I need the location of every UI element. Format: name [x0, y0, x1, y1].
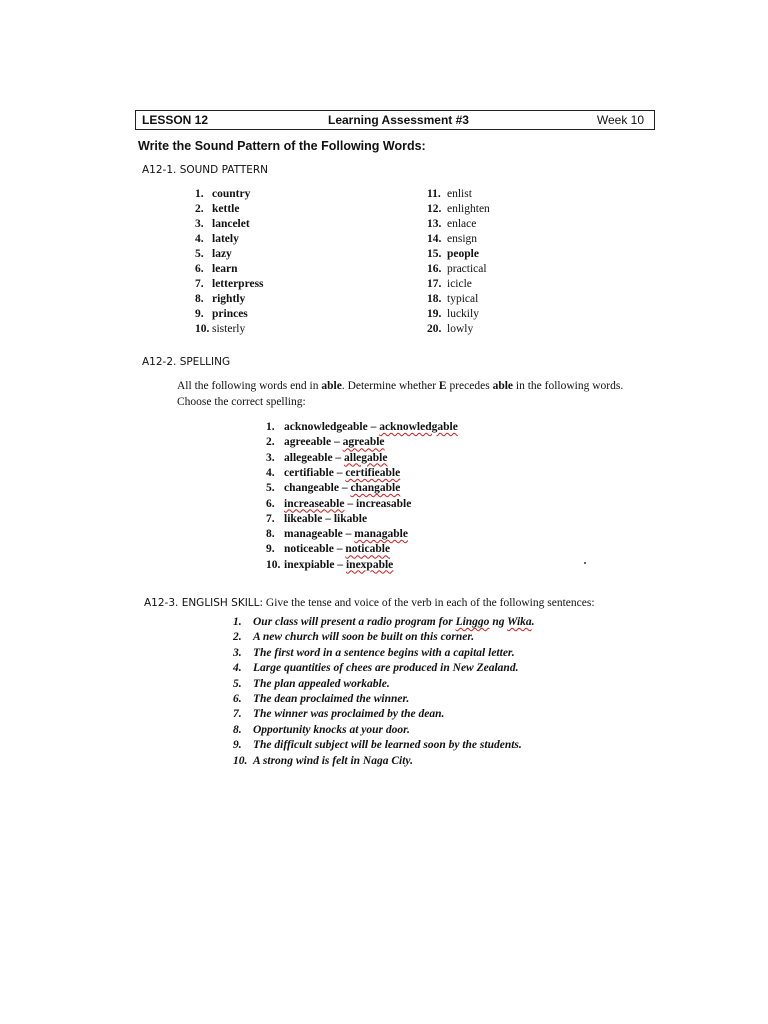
- item-number: 5.: [195, 248, 204, 260]
- item-number: 13.: [427, 218, 442, 230]
- item-number: 9.: [233, 739, 242, 752]
- list-item: [427, 233, 477, 248]
- item-number: 3.: [233, 646, 242, 659]
- option-b: managable: [354, 528, 408, 541]
- lesson-label: LESSON 12: [142, 113, 209, 127]
- option-a: acknowledgeable: [284, 421, 368, 433]
- item-number: 4.: [195, 233, 204, 245]
- list-item: [427, 248, 479, 263]
- list-item: [427, 308, 479, 323]
- item-number: 19.: [427, 308, 442, 320]
- main-title: Write the Sound Pattern of the Following Words:: [138, 139, 426, 153]
- item-number: 18.: [427, 293, 442, 305]
- sentence-text: Linggo: [455, 616, 490, 628]
- option-a: allegeable: [284, 451, 333, 464]
- sentence-text: A strong wind is felt in Naga City.: [253, 754, 413, 767]
- item-number: 10.: [195, 323, 210, 335]
- sentence-text: Wika: [507, 616, 532, 628]
- list-item: [195, 263, 238, 278]
- list-item: [427, 278, 472, 293]
- sentence-text: Opportunity knocks at your door.: [253, 723, 410, 736]
- item-word: people: [447, 248, 479, 260]
- list-item: [233, 724, 410, 739]
- list-item: [195, 308, 248, 323]
- item-word: typical: [447, 293, 479, 305]
- sentence-text: The first word in a sentence begins with a capital letter.: [253, 646, 515, 659]
- item-number: 8.: [195, 293, 204, 305]
- item-word: lowly: [447, 323, 474, 335]
- item-number: 7.: [233, 708, 242, 721]
- item-number: 2.: [195, 203, 204, 215]
- english-skill-label: A12-3. ENGLISH SKILL:: [144, 597, 264, 609]
- option-separator: –: [322, 512, 334, 525]
- item-word: ensign: [447, 233, 478, 245]
- item-word: icicle: [447, 278, 472, 290]
- item-word: enlighten: [447, 203, 490, 215]
- list-item: [233, 647, 515, 662]
- list-item: [195, 278, 264, 293]
- list-item: [427, 203, 490, 218]
- item-number: 3.: [195, 218, 204, 230]
- instruction-text: All the following words end in: [177, 380, 322, 392]
- item-number: 6.: [233, 693, 242, 705]
- option-b: noticable: [345, 543, 391, 556]
- instruction-emphasis: E: [438, 380, 447, 392]
- item-word: lately: [212, 233, 239, 245]
- option-separator: –: [344, 497, 356, 510]
- item-word: practical: [447, 263, 487, 275]
- instruction-text: in the following words.: [513, 380, 624, 392]
- english-skill-instruction: Give the tense and voice of the verb in each of the following sentences:: [263, 597, 595, 609]
- option-a: inexpiable: [284, 558, 335, 571]
- option-separator: –: [338, 482, 351, 495]
- sentence-text: The plan appealed workable.: [253, 677, 390, 690]
- item-word: enlace: [447, 218, 477, 230]
- list-item: [233, 631, 474, 646]
- spelling-instruction-line-1: [177, 380, 623, 392]
- item-number: 1.: [266, 421, 275, 433]
- item-number: 9.: [266, 543, 275, 556]
- option-a: increaseable: [284, 497, 345, 510]
- list-item: [427, 188, 472, 203]
- item-number: 17.: [427, 278, 442, 290]
- item-number: 6.: [195, 263, 204, 275]
- item-number: 10.: [266, 558, 281, 571]
- option-b: likable: [333, 512, 368, 525]
- item-number: 16.: [427, 263, 442, 275]
- option-separator: –: [342, 528, 355, 541]
- list-item: [233, 708, 444, 723]
- list-item: [266, 452, 388, 467]
- item-number: 4.: [233, 662, 242, 675]
- option-separator: –: [332, 451, 345, 464]
- item-number: 7.: [195, 278, 204, 290]
- item-word: luckily: [447, 308, 479, 320]
- option-separator: –: [331, 436, 343, 449]
- option-b: certifieable: [345, 466, 401, 479]
- list-item: [266, 528, 408, 543]
- item-number: 9.: [195, 308, 204, 320]
- item-number: 1.: [233, 616, 242, 628]
- sentence-text: The dean proclaimed the winner.: [253, 693, 410, 705]
- item-number: 15.: [427, 248, 442, 260]
- sentence-text: A new church will soon be built on this corner.: [253, 631, 475, 644]
- item-word: rightly: [212, 293, 246, 305]
- sentence-text: The winner was proclaimed by the dean.: [253, 708, 445, 721]
- option-b: agreable: [342, 436, 385, 449]
- sentence-text: The difficult subject will be learned soon by the students.: [253, 739, 522, 752]
- assessment-title: Learning Assessment #3: [328, 113, 469, 127]
- sentence-text: Large quantities of chees are produced in New Zealand.: [253, 662, 519, 675]
- list-item: [427, 323, 473, 338]
- option-a: changeable: [284, 482, 339, 495]
- list-item: [266, 436, 385, 451]
- item-number: 5.: [233, 677, 242, 690]
- option-separator: –: [333, 466, 346, 479]
- item-word: kettle: [212, 203, 240, 215]
- option-b: acknowledgable: [379, 421, 458, 433]
- option-b: changable: [350, 482, 401, 495]
- list-item: [266, 559, 393, 574]
- list-item: [195, 203, 239, 218]
- list-item: [233, 616, 535, 631]
- item-number: 7.: [266, 512, 275, 525]
- item-number: 11.: [427, 188, 441, 200]
- item-number: 3.: [266, 451, 275, 464]
- list-item: [195, 188, 250, 203]
- item-number: 12.: [427, 203, 442, 215]
- sound-pattern-heading: A12-1. SOUND PATTERN: [142, 164, 269, 176]
- item-word: sisterly: [212, 323, 246, 335]
- option-a: manageable: [284, 528, 343, 541]
- english-skill-heading: [144, 593, 595, 611]
- option-a: noticeable: [284, 543, 334, 556]
- option-b: allegable: [344, 451, 388, 464]
- item-word: country: [212, 188, 251, 200]
- list-item: [266, 513, 367, 528]
- option-a: certifiable: [284, 466, 334, 479]
- item-number: 2.: [266, 436, 275, 449]
- list-item: [233, 678, 390, 693]
- option-separator: –: [333, 543, 346, 556]
- list-item: [266, 421, 458, 436]
- instruction-text: precedes: [446, 380, 493, 392]
- list-item: [195, 323, 245, 338]
- item-number: 5.: [266, 482, 275, 495]
- list-item: [266, 543, 390, 558]
- list-item: [195, 248, 232, 263]
- option-a: likeable: [284, 512, 323, 525]
- list-item: [233, 755, 413, 770]
- item-word: lazy: [212, 248, 232, 260]
- sentence-text: ng: [489, 616, 508, 628]
- item-number: 10.: [233, 754, 248, 767]
- list-item: [427, 263, 487, 278]
- list-item: [195, 293, 245, 308]
- item-number: 14.: [427, 233, 442, 245]
- week-label: Week 10: [596, 113, 644, 127]
- instruction-emphasis: able: [492, 380, 514, 392]
- list-item: [427, 218, 476, 233]
- spelling-heading: A12-2. SPELLING: [142, 356, 231, 368]
- sentence-text: Our class will present a radio program for: [253, 616, 456, 628]
- item-number: 8.: [266, 528, 275, 541]
- item-number: 4.: [266, 466, 275, 479]
- option-separator: –: [367, 421, 380, 433]
- option-separator: –: [334, 558, 346, 571]
- list-item: [266, 482, 400, 497]
- list-item: [233, 662, 518, 677]
- item-word: letterpress: [212, 278, 264, 290]
- list-item: [427, 293, 478, 308]
- list-item: [195, 218, 250, 233]
- list-item: [195, 233, 239, 248]
- instruction-text: . Determine whether: [341, 380, 439, 392]
- sentence-text: .: [531, 616, 535, 628]
- spelling-instruction-line-2: Choose the correct spelling:: [177, 396, 306, 408]
- list-item: [266, 467, 400, 482]
- item-number: 1.: [195, 188, 204, 200]
- instruction-emphasis: able: [321, 380, 342, 392]
- list-item: [266, 498, 411, 513]
- item-word: lancelet: [212, 218, 250, 230]
- item-number: 20.: [427, 323, 442, 335]
- list-item: [233, 739, 522, 754]
- item-word: princes: [212, 308, 248, 320]
- item-number: 6.: [266, 497, 275, 510]
- option-a: agreeable: [284, 436, 332, 449]
- lesson-header: [135, 110, 655, 130]
- option-b: increasable: [355, 497, 412, 510]
- option-b: inexpable: [345, 558, 394, 571]
- list-item: [233, 693, 409, 708]
- item-word: enlist: [447, 188, 472, 200]
- item-number: 8.: [233, 723, 242, 736]
- item-number: 2.: [233, 631, 242, 644]
- item-word: learn: [212, 263, 238, 275]
- stray-mark: [584, 562, 586, 564]
